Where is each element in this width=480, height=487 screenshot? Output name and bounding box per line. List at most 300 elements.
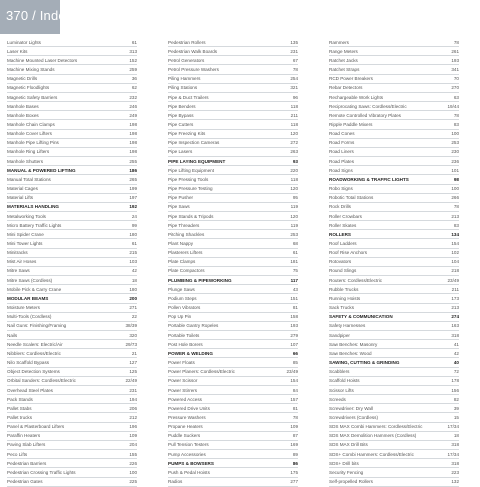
index-page-number: 271 [129,305,137,311]
index-term: Rubble Trucks [329,286,359,292]
index-page-number: 17/34 [447,451,459,457]
index-term: Pipe & Duct Trailers [168,94,209,100]
index-term: Roof Rise Anchors [329,250,368,256]
index-term: Sandpiper [329,332,350,338]
index-page-number: 78 [292,414,298,420]
index-page-number: 154 [290,378,298,384]
index-page-number: 198 [129,121,137,127]
index-page-number: 232 [129,94,137,100]
index-term: Portable Toilets [168,332,200,338]
index-term: Pallet Stabs [7,405,32,411]
index-page-number: 157 [290,396,298,402]
index-page-number: 100 [451,131,459,137]
index-page-number: 68 [292,241,298,247]
index-page-number: 246 [129,103,137,109]
index-term: Radios [168,479,183,485]
page-title: 370 / Index [6,8,73,23]
index-term: SDS+ Combi Hammers: Cordless/Electric [329,451,414,457]
index-page-number: 158 [290,314,298,320]
index-page-number: 83 [453,121,459,127]
index-page-number: 61 [292,250,298,256]
index-page-number: 78 [453,204,459,210]
index-page-number: 266 [451,195,459,201]
index-term: Pipe Benders [168,103,196,109]
index-term: ROADWORKING & TRAFFIC LIGHTS [329,176,409,182]
index-page-number: 223 [451,469,459,475]
index-term: Rock Drills [329,204,351,210]
index-term: Micro Battery Traffic Lights [7,222,62,228]
index-page-number: 21 [131,350,137,356]
index-term: Petrol Pressure Washers [168,67,219,73]
index-term: Road Plates [329,158,355,164]
index-page-number: 180 [129,231,137,237]
index-page-number: 265 [129,176,137,182]
index-page-number: 215 [129,250,137,256]
index-term: Paraffin Heaters [7,433,41,439]
index-page-number: 156 [451,387,459,393]
index-term: SDS MAX Drill Bits [329,442,368,448]
index-term: Panel & Plasterboard Lifters [7,424,65,430]
index-page-number: 135 [290,39,298,45]
page-header [0,0,480,34]
index-term: Pressure Washers [168,414,206,420]
index-term: POWER & WELDING [168,350,213,356]
index-term: Moisture Meters [7,305,40,311]
index-term: SDS MAX Combi Hammers: Cordless/Electric [329,424,423,430]
index-term: Pipe Lifting Equipment [168,167,214,173]
index-term: Nail Guns: Finishing/Framing [7,323,67,329]
index-term: Rotovators [329,259,352,265]
index-term: Range Meters [329,48,358,54]
index-column-1 [7,38,137,485]
index-entry [7,322,137,331]
index-page-number: 29/73 [125,341,137,347]
index-page-number: 61 [131,39,137,45]
index-term: Needle Scalers: Electric/Air [7,341,63,347]
index-term: Screeds [329,396,346,402]
index-page-number: 96 [292,94,298,100]
index-term: Podium Steps [168,295,197,301]
index-page-number: 211 [290,112,298,118]
index-page-number: 86 [292,460,298,466]
index-page-number: 104 [451,259,459,265]
index-page-number: 40 [453,360,459,366]
index-page-number: 42 [131,268,137,274]
index-term: Piling Stations [168,85,198,91]
index-page-number: 119 [290,204,298,210]
index-page-number: 118 [290,176,298,182]
index-page-number: 22 [131,314,137,320]
index-page-number: 197 [129,195,137,201]
index-term: Saw Benches: Wood [329,350,372,356]
index-term: PLUMBING & PIPEWORKING [168,277,232,283]
index-entry [329,478,459,487]
index-term: Mist Air Hoses [7,259,37,265]
index-term: Powered Access [168,396,202,402]
index-page-number: 272 [290,140,298,146]
index-page-number: 19/44 [447,103,459,109]
index-page-number: 220 [290,167,298,173]
index-term: Nibblers: Cordless/Electric [7,350,61,356]
index-page-number: 82 [453,396,459,402]
index-page-number: 118 [290,103,298,109]
index-page-number: 163 [451,323,459,329]
index-page-number: 36 [131,76,137,82]
index-page-number: 253 [290,231,298,237]
index-page-number: 98 [453,176,459,182]
index-page-number: 81 [292,305,298,311]
index-page-number: 63 [453,94,459,100]
index-term: RCD Power Breakers [329,76,373,82]
index-page-number: 192 [129,204,137,210]
index-term: Luminator Lights [7,39,41,45]
index-term: Petrol Generators [168,57,205,63]
index-term: Manhole Chain Clamps [7,121,55,127]
index-term: Remote Controlled Vibratory Plates [329,112,401,118]
index-page-number: 194 [129,396,137,402]
index-page-number: 199 [129,186,137,192]
index-page-number: 134 [451,231,459,237]
index-term: Saw Benches: Masonry [329,341,378,347]
index-term: Pipe Lasers [168,149,193,155]
index-page-number: 198 [129,140,137,146]
index-page-number: 18 [131,277,137,283]
index-page-number: 103 [129,259,137,265]
index-term: Power Scissor [168,378,198,384]
index-term: Sack Trucks [329,305,355,311]
index-term: Pipe Pusher [168,195,194,201]
index-page-number: 81 [292,405,298,411]
index-term: Pedestrian Gates [7,479,43,485]
index-term: Rechargeable Work Lights [329,94,384,100]
index-entry [329,386,459,395]
index-term: MODULAR BEAMS [7,295,49,301]
index-term: Roller Skates [329,222,357,228]
index-page-number: 101 [451,167,459,173]
index-term: Screwdriver: Dry Wall [329,405,373,411]
index-page-number: 84 [292,387,298,393]
index-term: Magnetic Safety Barriers [7,94,58,100]
index-term: Rebar Detectors [329,85,363,91]
index-term: Ratchet Straps [329,67,360,73]
index-page-number: 109 [290,424,298,430]
index-term: Nails [7,332,18,338]
index-term: Manhole Boxes [7,112,39,118]
index-page-number: 154 [451,241,459,247]
index-entry [168,478,298,487]
index-term: Orbital Sanders: Cordless/Electric [7,378,76,384]
index-term: Pitching Shackles [168,231,205,237]
index-page-number: 120 [290,213,298,219]
index-term: Manual Total Stations [7,176,51,182]
index-page-number: 213 [451,305,459,311]
index-page-number: 152 [129,57,137,63]
index-term: Robo Signs [329,186,353,192]
index-page-number: 320 [129,332,137,338]
index-page-number: 100 [129,469,137,475]
index-page-number: 23/49 [286,369,298,375]
index-term: Pedestrian Crossing Traffic Lights [7,469,76,475]
index-page-number: 230 [451,149,459,155]
index-term: Overhead Steel Plates [7,387,53,393]
index-term: Paving Slab Lifters [7,442,46,448]
index-term: Pipe Bypass [168,112,194,118]
index-term: ROLLERS [329,231,351,237]
index-term: Ratchet Jacks [329,57,358,63]
index-page-number: 318 [451,460,459,466]
index-page-number: 200 [129,295,137,301]
index-page-number: 155 [129,451,137,457]
index-page-number: 119 [290,222,298,228]
index-term: Pipe Threaders [168,222,200,228]
index-page-number: 193 [451,57,459,63]
index-page-number: 193 [290,323,298,329]
index-term: Scissor Lifts [329,387,354,393]
index-page-number: 117 [290,277,298,283]
index-page-number: 78 [453,39,459,45]
index-term: Magnetic Floodlights [7,85,50,91]
index-term: Safety Harnesses [329,323,366,329]
index-page-number: 120 [290,131,298,137]
index-term: Plate Compactors [168,268,205,274]
index-term: Roof Ladders [329,241,357,247]
index-term: Portable Gantry Ropeles [168,323,219,329]
index-term: Pipe Pressing Tools [168,176,209,182]
index-term: PIPE LAYING EQUIPMENT [168,158,226,164]
index-term: Pollen Vibrators [168,305,201,311]
index-term: Plunge Saws [168,286,195,292]
index-page-number: 99 [131,222,137,228]
index-term: Road Forms [329,140,355,146]
index-page-number: 62 [131,85,137,91]
index-page-number: 89 [292,451,298,457]
index-page-number: 85 [292,360,298,366]
index-page-number: 212 [129,414,137,420]
index-page-number: 270 [451,85,459,91]
index-term: Scaffold Hoists [329,378,360,384]
index-entry [168,468,298,477]
index-term: Road Signs [329,167,353,173]
index-term: Plate Clamps [168,259,196,265]
index-term: Laser Kits [7,48,28,54]
index-term: Screwdrivers (Cordless) [329,414,379,420]
index-term: Magnetic Drills [7,76,38,82]
index-page-number: 198 [129,149,137,155]
index-page-number: 236 [451,158,459,164]
index-page-number: 42 [453,350,459,356]
index-page-number: 211 [451,286,459,292]
index-page-number: 254 [290,76,298,82]
index-term: Puddle Suckers [168,433,201,439]
index-term: PUMPS & BOWSERS [168,460,214,466]
index-term: SDS+ Drill bits [329,460,359,466]
index-page-number: 132 [451,479,459,485]
index-term: Pull Tension Testers [168,442,209,448]
index-page-number: 18 [453,433,459,439]
index-term: Plasterers Lifters [168,250,203,256]
index-term: Machine Mounted Laser Detectors [7,57,78,63]
index-page-number: 249 [129,112,137,118]
index-term: Mitre Saws (Cordless) [7,277,53,283]
index-column-2 [168,38,298,485]
index-page-number: 78 [292,67,298,73]
index-term: Round Slings [329,268,357,274]
index-term: Self-propelled Rollers [329,479,373,485]
index-term: Manhole Pipe Lifting Pins [7,140,59,146]
index-page-number: 231 [290,48,298,54]
index-term: Power Stirrers [168,387,198,393]
index-page-number: 70 [453,76,459,82]
index-term: Peco Lifts [7,451,28,457]
index-term: Metalworking Tools [7,213,46,219]
index-term: Routers: Cordless/Electric [329,277,383,283]
index-term: Rammers [329,39,349,45]
index-term: Propane Heaters [168,424,203,430]
index-term: SAWING, CUTTING & GRINDING [329,360,400,366]
index-term: Mobile Pick & Carry Crane [7,286,62,292]
index-term: Pipe Saws [168,204,190,210]
index-term: MANUAL & POWERED LIFTING [7,167,76,173]
index-page-number: 93 [292,158,298,164]
index-page-number: 78 [453,112,459,118]
index-page-number: 22/49 [125,378,137,384]
index-page-number: 277 [290,479,298,485]
index-term: Running Hoists [329,295,361,301]
index-term: Post Hole Borers [168,341,203,347]
index-page-number: 178 [451,378,459,384]
index-term: Pipe Pressure Testing [168,186,213,192]
index-term: Pipe Freezing Kits [168,131,206,137]
index-page-number: 253 [451,140,459,146]
index-page-number: 198 [129,131,137,137]
index-page-number: 204 [129,442,137,448]
index-term: Mini Tower Lights [7,241,43,247]
index-term: Roller Crowbars [329,213,362,219]
index-page-number: 125 [129,369,137,375]
index-page-number: 107 [290,341,298,347]
index-term: SAFETY & COMMUNICATION [329,314,393,320]
index-page-number: 67 [292,57,298,63]
index-page-number: 41 [453,341,459,347]
index-page-number: 259 [129,67,137,73]
index-page-number: 196 [129,424,137,430]
index-term: Material Lifts [7,195,34,201]
index-page-number: 100 [451,186,459,192]
index-term: Manhole Ring Lifters [7,149,50,155]
index-page-number: 186 [129,167,137,173]
index-term: Plant Nappy [168,241,194,247]
index-term: Power Floats [168,360,195,366]
index-page-number: 169 [290,442,298,448]
index-term: Ripple Paddle Mixers [329,121,373,127]
index-term: Manhole Cover Lifters [7,131,52,137]
index-page-number: 23/49 [447,277,459,283]
index-page-number: 206 [129,405,137,411]
index-page-number: 83 [453,222,459,228]
index-term: Pump Accessories [168,451,206,457]
index-page-number: 318 [451,442,459,448]
index-term: Pedestrian Rollers [168,39,206,45]
index-term: SDS MAX Demolition Hammers (Cordless) [329,433,417,439]
index-page-number: 274 [451,314,459,320]
index-term: Robotic Total Stations [329,195,374,201]
index-page-number: 15 [453,414,459,420]
index-term: Road Cones [329,131,355,137]
index-page-number: 263 [290,149,298,155]
index-page-number: 279 [290,332,298,338]
index-page-number: 102 [451,250,459,256]
index-term: Pack Stands [7,396,33,402]
index-term: Pop Up Pin [168,314,192,320]
index-page-number: 255 [129,158,137,164]
index-page-number: 118 [290,121,298,127]
index-page-number: 24 [131,213,137,219]
index-page-number: 225 [129,479,137,485]
index-page-number: 321 [290,85,298,91]
index-term: Pipe Cutters [168,121,194,127]
index-term: Object Detection Systems [7,369,60,375]
index-term: Minitracks [7,250,28,256]
index-term: Security Fencing [329,469,364,475]
index-term: Pipe Inspection Cameras [168,140,220,146]
index-page-number: 120 [290,186,298,192]
index-term: Pedestrian Barriers [7,460,47,466]
index-term: Pallet trucks [7,414,33,420]
index-term: Manhole Shutters [7,158,44,164]
index-column-3 [329,38,459,485]
index-term: Mitre Saws [7,268,30,274]
index-page-number: 61 [131,241,137,247]
index-term: Powered Drive Units [168,405,210,411]
index-term: Manhole Bases [7,103,39,109]
index-page-number: 213 [451,213,459,219]
index-term: Piling Hammers [168,76,201,82]
index-term: Nilo Scaffold Bypass [7,360,50,366]
index-page-number: 341 [451,67,459,73]
index-term: Multi-Tools (Cordless) [7,314,52,320]
index-term: Reciprocating Saws: Cordless/Electric [329,103,407,109]
index-page-number: 38/39 [125,323,137,329]
index-page-number: 261 [451,48,459,54]
index-page-number: 318 [451,332,459,338]
index-entry [7,478,137,487]
index-page-number: 43 [292,286,298,292]
index-page-number: 173 [451,295,459,301]
index-page-number: 72 [453,369,459,375]
index-page-number: 218 [451,268,459,274]
index-term: Road Liners [329,149,354,155]
index-page-number: 226 [129,460,137,466]
index-page-number: 313 [129,48,137,54]
index-term: Power Planers: Cordless/Electric [168,369,235,375]
index-term: Scabblers [329,369,350,375]
index-term: Mini Spider Crane [7,231,44,237]
index-page-number: 95 [292,195,298,201]
index-page-number: 75 [292,268,298,274]
index-page-number: 17/34 [447,424,459,430]
index-term: Material Cages [7,186,38,192]
index-term: MATERIALS HANDLING [7,204,59,210]
index-page-number: 175 [290,469,298,475]
index-term: Machine Mixing Stands [7,67,55,73]
index-term: Pedestrian Walk Boards [168,48,218,54]
index-page-number: 180 [129,286,137,292]
index-page-number: 127 [129,360,137,366]
index-term: Pipe Stands & Tripods [168,213,214,219]
index-page-number: 181 [290,259,298,265]
index-page-number: 109 [129,433,137,439]
index-page-number: 151 [290,295,298,301]
